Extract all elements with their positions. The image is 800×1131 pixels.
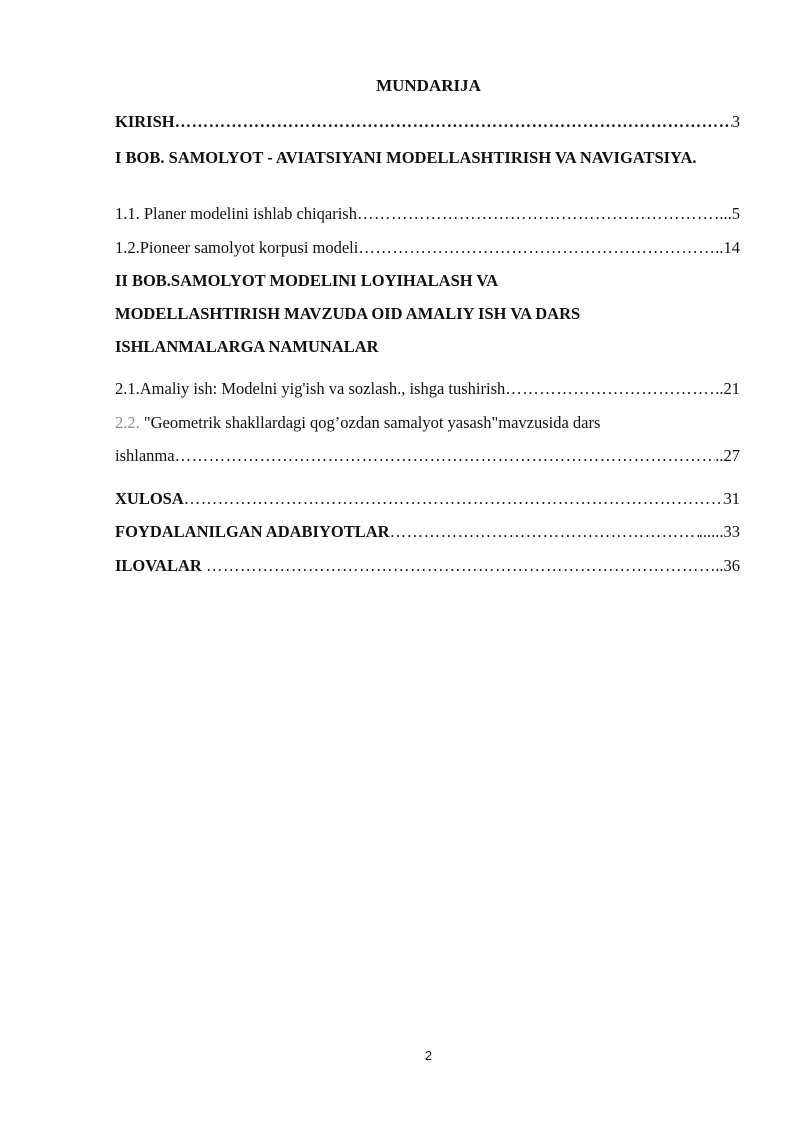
- toc-page-number: ..21: [715, 379, 740, 398]
- toc-entry-adabiyotlar[interactable]: [115, 522, 740, 542]
- toc-entry-label: ILOVALAR: [115, 556, 206, 575]
- toc-chapter-2-line-1[interactable]: II BOB.SAMOLYOT MODELINI LOYIHALASH VA: [115, 271, 499, 290]
- toc-title: MUNDARIJA: [376, 76, 481, 95]
- toc-entry-label: KIRISH: [115, 112, 175, 131]
- toc-page-number: ..14: [715, 238, 740, 257]
- toc-entry-1-2[interactable]: [115, 238, 740, 258]
- toc-page-number: 31: [723, 489, 740, 508]
- toc-entry-xulosa[interactable]: [115, 489, 740, 509]
- dot-leader: [184, 489, 724, 509]
- dot-leader: [358, 238, 715, 258]
- dot-leader: [175, 112, 732, 132]
- toc-entry-label: 2.1.Amaliy ish: Modelni yig'ish va sozlash., ishga tushirish: [115, 379, 506, 398]
- toc-entry-number: 2.2.: [115, 413, 140, 432]
- toc-entry-label: FOYDALANILGAN ADABIYOTLAR: [115, 522, 390, 541]
- toc-page-number: ......33: [698, 522, 740, 541]
- toc-page-number: ...5: [719, 204, 740, 223]
- toc-entry-label: "Geometrik shakllardagi qog’ozdan samalyot yasash"mavzusida dars: [143, 413, 601, 432]
- toc-page-number: 3: [731, 112, 740, 131]
- toc-entry-label: XULOSA: [115, 489, 184, 508]
- toc-entry-2-2-line-2[interactable]: [115, 446, 740, 466]
- toc-page-number: ..27: [715, 446, 740, 465]
- toc-entry-2-1[interactable]: [115, 379, 740, 399]
- toc-entry-ilovalar[interactable]: [115, 556, 740, 576]
- toc-page-number: ..36: [715, 556, 740, 575]
- toc-entry-label: 1.2.Pioneer samolyot korpusi modeli: [115, 238, 359, 257]
- dot-leader: [505, 379, 715, 399]
- toc-chapter-2-line-3[interactable]: ISHLANMALARGA NAMUNALAR: [115, 337, 379, 356]
- dot-leader: [390, 522, 699, 542]
- toc-entry-2-2-line-1[interactable]: [115, 413, 740, 433]
- toc-entry-kirish[interactable]: [115, 112, 740, 132]
- toc-chapter-1[interactable]: I BOB. SAMOLYOT - AVIATSIYANI MODELLASHTIRISH VA NAVIGATSIYA.: [115, 148, 697, 167]
- dot-leader: [206, 556, 715, 576]
- toc-entry-label: ishlanma: [115, 446, 175, 465]
- toc-entry-label: 1.1. Planer modelini ishlab chiqarish: [115, 204, 357, 223]
- page-number-footer: 2: [424, 1048, 433, 1063]
- toc-chapter-2-line-2[interactable]: MODELLASHTIRISH MAVZUDA OID AMALIY ISH VA DARS: [115, 304, 581, 323]
- toc-entry-1-1[interactable]: [115, 204, 740, 224]
- dot-leader: [357, 204, 719, 224]
- dot-leader: [175, 446, 716, 466]
